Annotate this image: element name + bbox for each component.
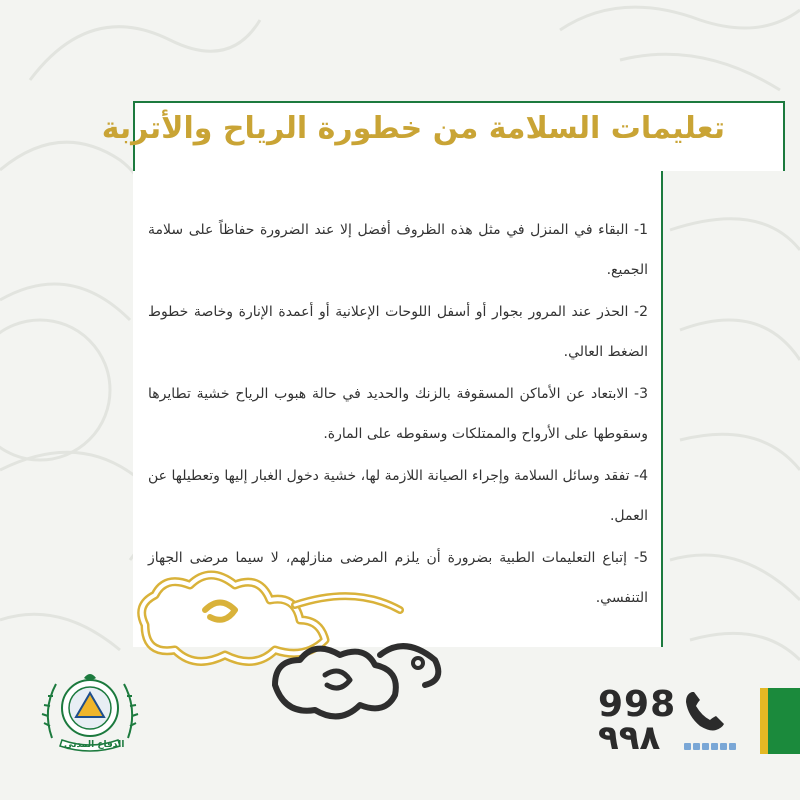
list-item: 5- إتباع التعليمات الطبية بضرورة أن يلزم المرضى منازلهم، لا سيما مرضى الجهاز التنفسي. xyxy=(148,550,648,606)
instagram-icon xyxy=(702,743,709,750)
list-item: 1- البقاء في المنزل في مثل هذه الظروف أفضل إلا عند الضرورة حفاظاً على سلامة الجميع. xyxy=(148,222,648,278)
snapchat-icon xyxy=(711,743,718,750)
phone-number-arabic: ٩٩٨ xyxy=(598,718,661,758)
instructions-list xyxy=(148,210,648,620)
civil-defense-emblem-icon xyxy=(38,660,142,760)
list-item: 3- الابتعاد عن الأماكن المسقوفة بالزنك والحديد في حالة هبوب الرياح خشية تطايرها وسقوطها على الأرواح والممتلكات وسقوطه على المارة. xyxy=(148,386,648,442)
twitter-icon xyxy=(729,743,736,750)
youtube-icon xyxy=(693,743,700,750)
facebook-icon xyxy=(720,743,727,750)
social-icons xyxy=(684,743,736,750)
telegram-icon xyxy=(684,743,691,750)
list-item: 2- الحذر عند المرور بجوار أو أسفل اللوحات الإعلانية أو أعمدة الإنارة وخاصة خطوط الضغط العالي. xyxy=(148,304,648,360)
yellow-stripe xyxy=(760,688,768,754)
page-title: تعليمات السلامة من خطورة الرياح والأتربة xyxy=(101,111,725,146)
phone-icon xyxy=(682,688,728,734)
emblem-text: الدفاع المدني xyxy=(64,740,125,750)
green-stripe xyxy=(768,688,800,754)
list-item: 4- تفقد وسائل السلامة وإجراء الصيانة اللازمة لها، خشية دخول الغبار إليها وتعطيلها عن العمل. xyxy=(148,468,648,524)
title-panel xyxy=(101,101,785,171)
wind-clouds-icon xyxy=(135,565,450,735)
phone-number-latin: 998 xyxy=(598,684,677,725)
